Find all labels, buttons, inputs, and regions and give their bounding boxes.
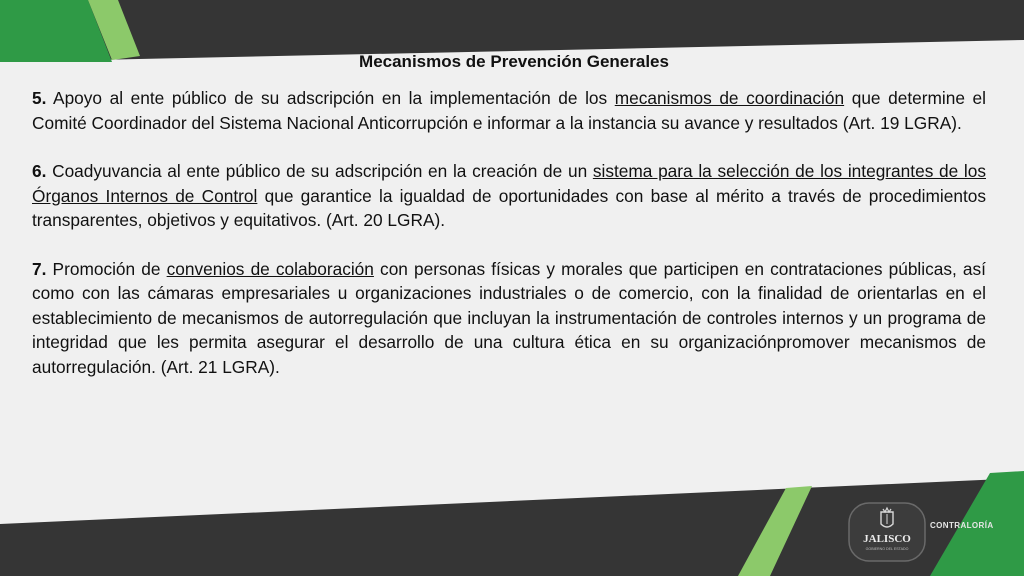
item-text: que determine el Comité Coordinador del Sistema Nacional Anticorrupción e informar a la instancia su avance y resultados (Art. 19 LGRA). [32, 88, 986, 133]
item-number: 5. [32, 88, 47, 108]
slide-content [32, 52, 986, 403]
jalisco-logo [848, 502, 926, 567]
jalisco-emblem-icon [848, 502, 926, 562]
item-text: con personas físicas y morales que participen en contrataciones públicas, así como con las cámaras empresariales u organizaciones industriales o de comercio, con la finalidad de orientarlas en el establecimiento de mecanismos de autorregulación que incluyan la instrumentación de controles internos y un programa de integridad que les permita asegurar el desarrollo de una cultura ética en su organizaciónpromover mecanismos de autorregulación. (Art. 21 LGRA). [32, 258, 986, 377]
item-text: Apoyo al ente público de su adscripción en la implementación de los [46, 88, 615, 108]
logo-name: JALISCO [863, 533, 911, 545]
item-number: 6. [32, 161, 47, 181]
item-underlined-text: convenios de colaboración [166, 258, 374, 279]
item-text: Promoción de [46, 258, 167, 279]
item-text: Coadyuvancia al ente público de su adscripción en la creación de un [46, 161, 593, 181]
logo-subtitle: GOBIERNO DEL ESTADO [865, 547, 909, 551]
item-text: que garantice la igualdad de oportunidades con base al mérito a través de procedimientos transparentes, objetivos y equitativos. (Art. 20 LGRA). [32, 185, 986, 230]
item-7 [32, 257, 986, 380]
item-5 [32, 86, 986, 135]
item-6 [32, 159, 986, 233]
item-number: 7. [32, 258, 47, 279]
item-underlined-text: mecanismos de coordinación [614, 88, 845, 108]
item-underlined-text: sistema para la selección de los integrantes de los Órganos Internos de Control [32, 161, 986, 206]
page-title: Mecanismos de Prevención Generales [359, 52, 669, 71]
contraloria-label: CONTRALORÍA [930, 521, 994, 530]
